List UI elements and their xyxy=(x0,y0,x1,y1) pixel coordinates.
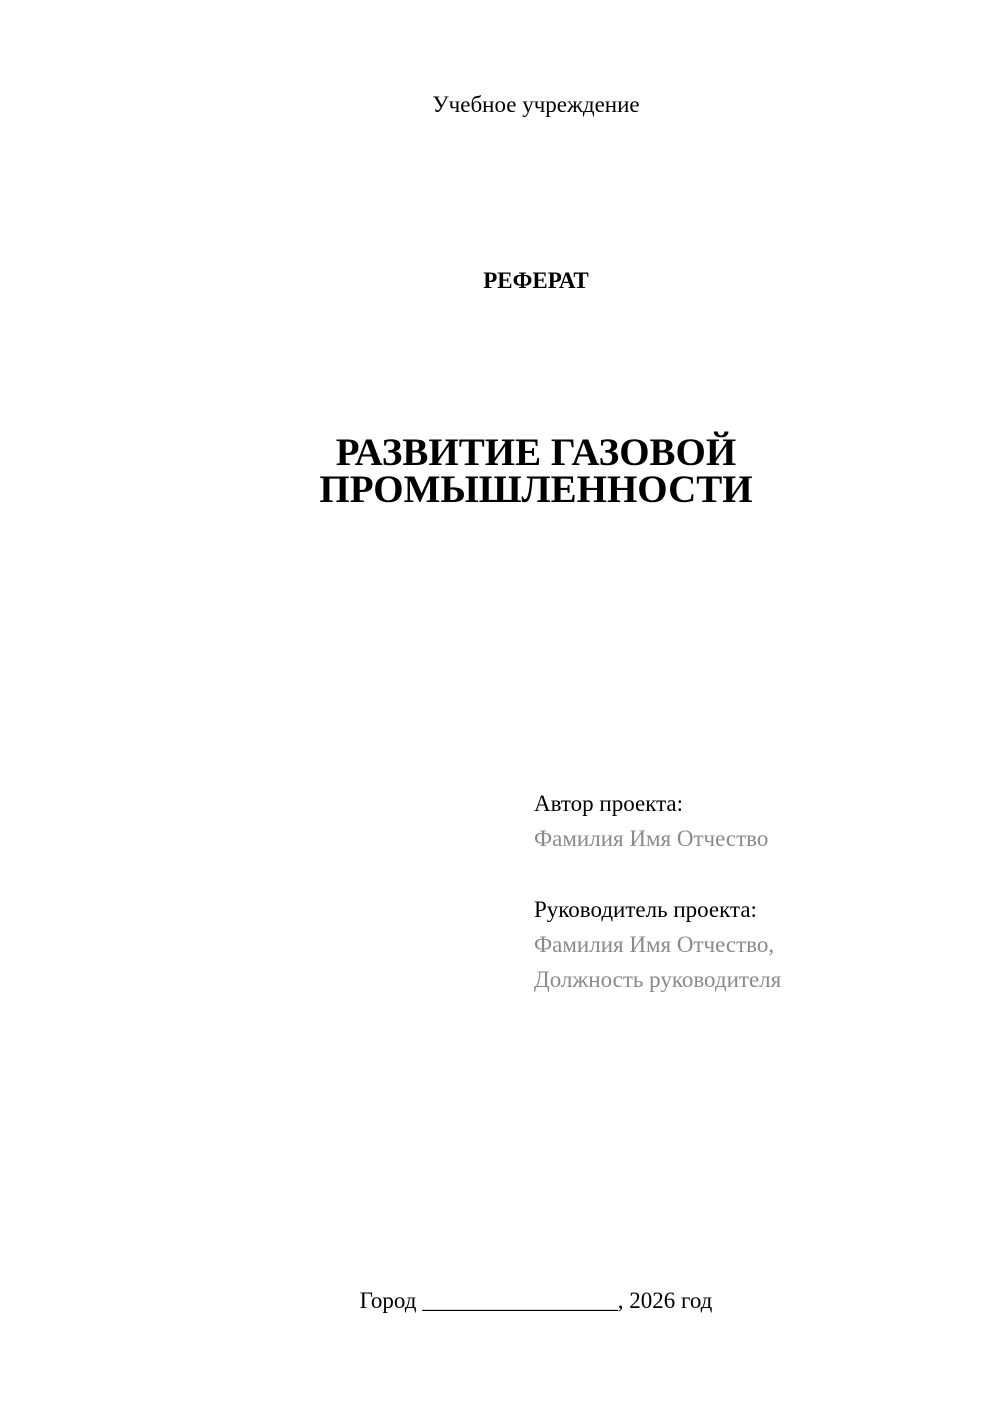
supervisor-position: Должность руководителя xyxy=(534,967,782,992)
supervisor-name: Фамилия Имя Отчество, xyxy=(534,932,775,957)
title-line-2: ПРОМЫШЛЕННОСТИ xyxy=(319,468,753,511)
author-name: Фамилия Имя Отчество xyxy=(534,826,769,851)
title-line-1: РАЗВИТИЕ ГАЗОВОЙ xyxy=(335,431,737,474)
supervisor-block xyxy=(534,892,781,997)
author-label: Автор проекта: xyxy=(534,791,683,816)
document-title xyxy=(0,431,1000,511)
city-year-line: Город _________________, 2026 год xyxy=(359,1288,713,1313)
institution-name: Учебное учреждение xyxy=(432,92,640,117)
supervisor-label: Руководитель проекта: xyxy=(534,897,757,922)
author-block xyxy=(534,786,768,856)
document-type: РЕФЕРАТ xyxy=(483,268,589,293)
